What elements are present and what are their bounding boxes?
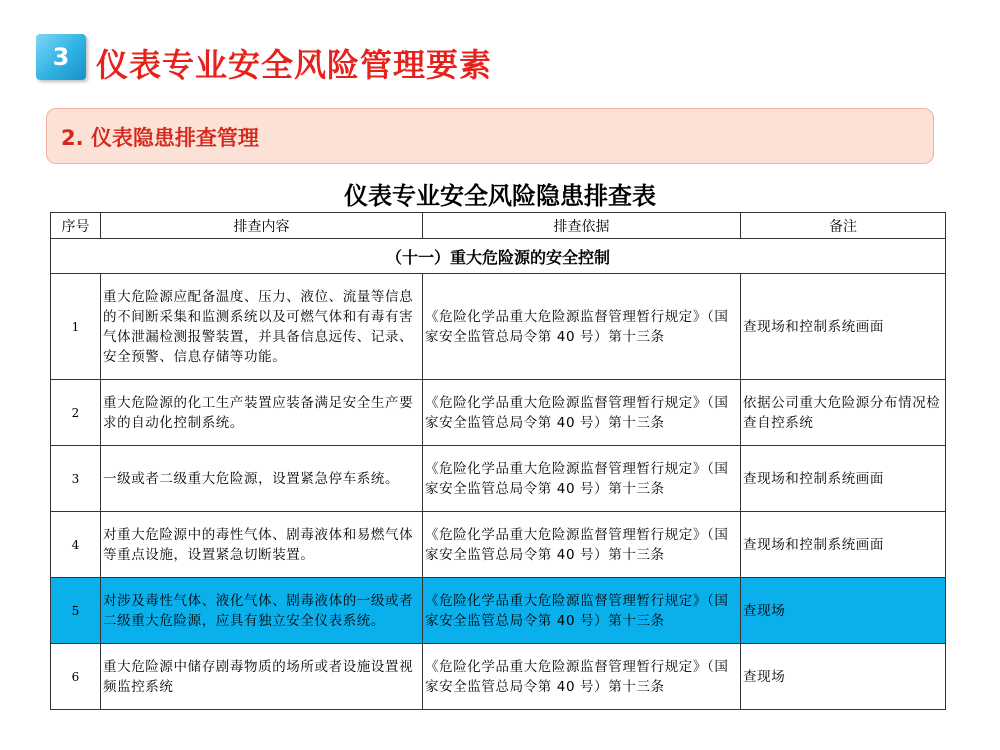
check-basis-cell: 《危险化学品重大危险源监督管理暂行规定》（国家安全监管总局令第 40 号）第十三条 bbox=[423, 644, 741, 710]
check-basis-cell: 《危险化学品重大危险源监督管理暂行规定》（国家安全监管总局令第 40 号）第十三条 bbox=[423, 380, 741, 446]
column-header-note: 备注 bbox=[741, 213, 946, 239]
table-title: 仪表专业安全风险隐患排查表 bbox=[344, 182, 656, 210]
section-heading-bar bbox=[46, 108, 934, 164]
check-basis-cell: 《危险化学品重大危险源监督管理暂行规定》（国家安全监管总局令第 40 号）第十三条 bbox=[423, 446, 741, 512]
row-number: 1 bbox=[51, 274, 101, 380]
check-content-cell: 重大危险源的化工生产装置应装备满足安全生产要求的自动化控制系统。 bbox=[101, 380, 423, 446]
note-cell: 查现场和控制系统画面 bbox=[741, 274, 946, 380]
note-cell: 查现场 bbox=[741, 578, 946, 644]
check-content-cell: 重大危险源中储存剧毒物质的场所或者设施设置视频监控系统 bbox=[101, 644, 423, 710]
check-basis-cell: 《危险化学品重大危险源监督管理暂行规定》（国家安全监管总局令第 40 号）第十三条 bbox=[423, 274, 741, 380]
table-row bbox=[51, 380, 946, 446]
table-row bbox=[51, 512, 946, 578]
row-number: 3 bbox=[51, 446, 101, 512]
table-row bbox=[51, 446, 946, 512]
group-heading: （十一）重大危险源的安全控制 bbox=[51, 239, 946, 274]
check-content-cell: 对涉及毒性气体、液化气体、剧毒液体的一级或者二级重大危险源，应具有独立安全仪表系统。 bbox=[101, 578, 423, 644]
check-content-cell: 对重大危险源中的毒性气体、剧毒液体和易燃气体等重点设施，设置紧急切断装置。 bbox=[101, 512, 423, 578]
row-number: 2 bbox=[51, 380, 101, 446]
check-basis-cell: 《危险化学品重大危险源监督管理暂行规定》（国家安全监管总局令第 40 号）第十三条 bbox=[423, 578, 741, 644]
table-row bbox=[51, 644, 946, 710]
table-row bbox=[51, 274, 946, 380]
check-content-cell: 一级或者二级重大危险源，设置紧急停车系统。 bbox=[101, 446, 423, 512]
check-content-cell: 重大危险源应配备温度、压力、液位、流量等信息的不间断采集和监测系统以及可燃气体和有毒有害气体泄漏检测报警装置，并具备信息远传、记录、安全预警、信息存储等功能。 bbox=[101, 274, 423, 380]
hazard-check-table bbox=[50, 212, 946, 710]
group-heading-row bbox=[51, 239, 946, 274]
row-number: 5 bbox=[51, 578, 101, 644]
table-row-highlighted bbox=[51, 578, 946, 644]
check-basis-cell: 《危险化学品重大危险源监督管理暂行规定》（国家安全监管总局令第 40 号）第十三条 bbox=[423, 512, 741, 578]
column-header-no: 序号 bbox=[51, 213, 101, 239]
row-number: 6 bbox=[51, 644, 101, 710]
page-title: 仪表专业安全风险管理要素 bbox=[96, 46, 493, 84]
note-cell: 查现场 bbox=[741, 644, 946, 710]
table-header-row bbox=[51, 213, 946, 239]
row-number: 4 bbox=[51, 512, 101, 578]
note-cell: 依据公司重大危险源分布情况检查自控系统 bbox=[741, 380, 946, 446]
note-cell: 查现场和控制系统画面 bbox=[741, 512, 946, 578]
column-header-content: 排查内容 bbox=[101, 213, 423, 239]
section-heading: 2. 仪表隐患排查管理 bbox=[61, 126, 259, 150]
note-cell: 查现场和控制系统画面 bbox=[741, 446, 946, 512]
column-header-basis: 排查依据 bbox=[423, 213, 741, 239]
section-number-badge: 3 bbox=[36, 34, 86, 80]
